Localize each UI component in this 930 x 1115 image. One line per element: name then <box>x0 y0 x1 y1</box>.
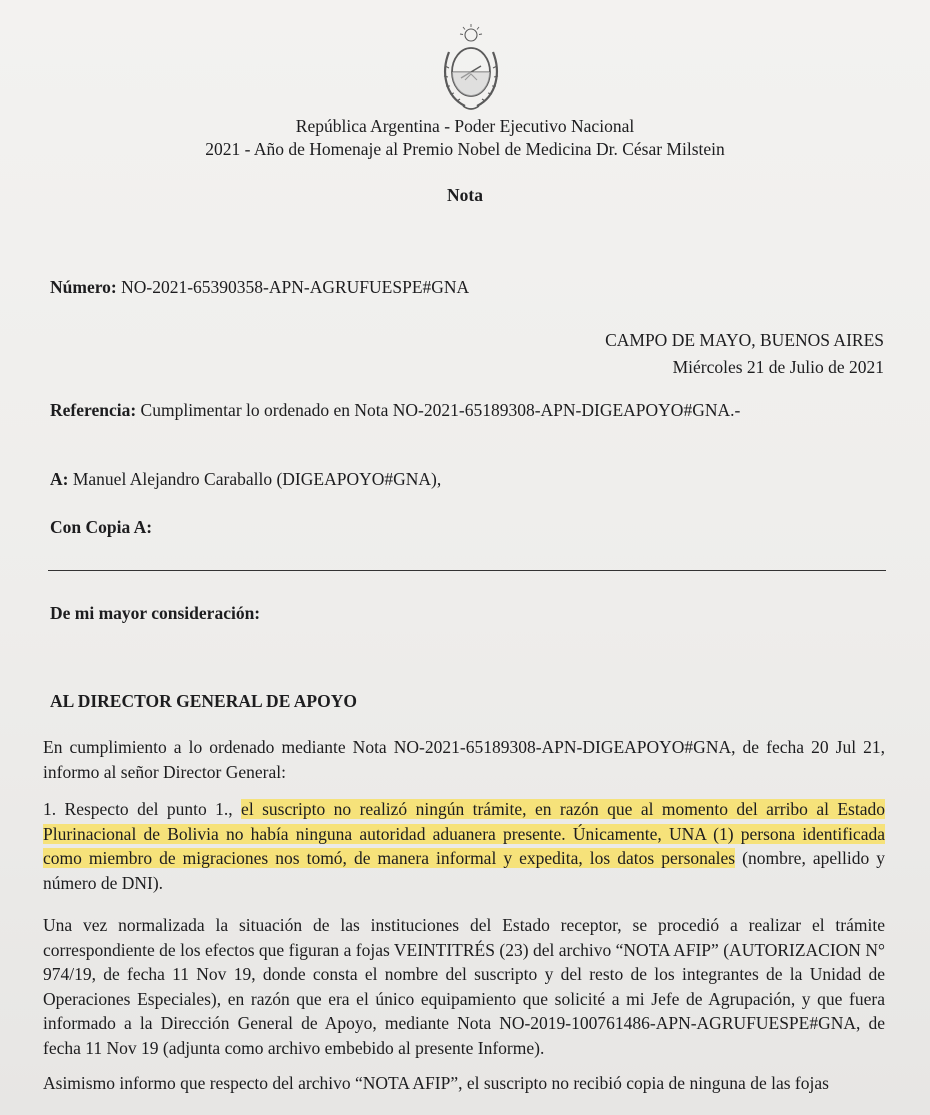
header-government-line: República Argentina - Poder Ejecutivo Nacional <box>295 116 635 136</box>
addressee-heading: AL DIRECTOR GENERAL DE APOYO <box>50 691 357 711</box>
header-year-motto: 2021 - Año de Homenaje al Premio Nobel de Medicina Dr. César Milstein <box>205 139 725 159</box>
referencia-label: Referencia: <box>50 400 137 420</box>
numero-value: NO-2021-65390358-APN-AGRUFUESPE#GNA <box>121 277 470 297</box>
paragraph-2: Una vez normalizada la situación de las instituciones del Estado receptor, se procedió a realizar el trámite correspondiente de los efectos que figuran a fojas VEINTITRÉS (23) del archivo “NOTA AFIP” (AUTORIZACION N° 974/19, de fecha 11 Nov 19, donde consta el nombre del suscripto y del resto de los integrantes de la Unidad de Operaciones Especiales), en razón que era el único equipamiento que solicité a mi Jefe de Agrupación, y que fuera informado a la Dirección General de Apoyo, mediante Nota NO-2019-100761486-APN-AGRUFUESPE#GNA, de fecha 11 Nov 19 (adjunta como archivo embebido al presente Informe). <box>43 915 885 1058</box>
place: CAMPO DE MAYO, BUENOS AIRES <box>605 330 884 350</box>
recipient-value: Manuel Alejandro Caraballo (DIGEAPOYO#GNA), <box>72 469 442 489</box>
date: Miércoles 21 de Julio de 2021 <box>672 357 884 377</box>
divider <box>48 570 886 571</box>
numero-row <box>50 276 469 298</box>
point-1-lead: 1. Respecto del punto 1., <box>43 799 233 819</box>
referencia-value: Cumplimentar lo ordenado en Nota NO-2021-65189308-APN-DIGEAPOYO#GNA.- <box>140 400 741 420</box>
intro-paragraph: En cumplimiento a lo ordenado mediante Nota NO-2021-65189308-APN-DIGEAPOYO#GNA, de fecha 20 Jul 21, informo al señor Director General: <box>43 737 885 782</box>
document-type: Nota <box>447 185 483 205</box>
paragraph-3: Asimismo informo que respecto del archivo “NOTA AFIP”, el suscripto no recibió copia de ninguna de las fojas <box>43 1073 829 1093</box>
referencia-row <box>50 399 740 421</box>
salutation: De mi mayor consideración: <box>50 603 261 623</box>
numero-label: Número: <box>50 277 117 297</box>
point-1-tail: (nombre, apellido y número de DNI). <box>43 848 886 893</box>
recipient-label: A: <box>50 469 69 489</box>
argentina-coat-of-arms-icon <box>439 22 503 114</box>
highlighted-passage: el suscripto no realizó ningún trámite, en razón que al momento del arribo al Estado Plurinacional de Bolivia no había ninguna autoridad aduanera presente. Únicamente, UNA (1) persona identificada como miembro de migraciones nos tomó, de manera informal y expedita, los datos personales <box>43 799 885 869</box>
copy-label: Con Copia A: <box>50 517 153 537</box>
recipient-row <box>50 468 441 490</box>
point-1-paragraph <box>43 797 885 895</box>
